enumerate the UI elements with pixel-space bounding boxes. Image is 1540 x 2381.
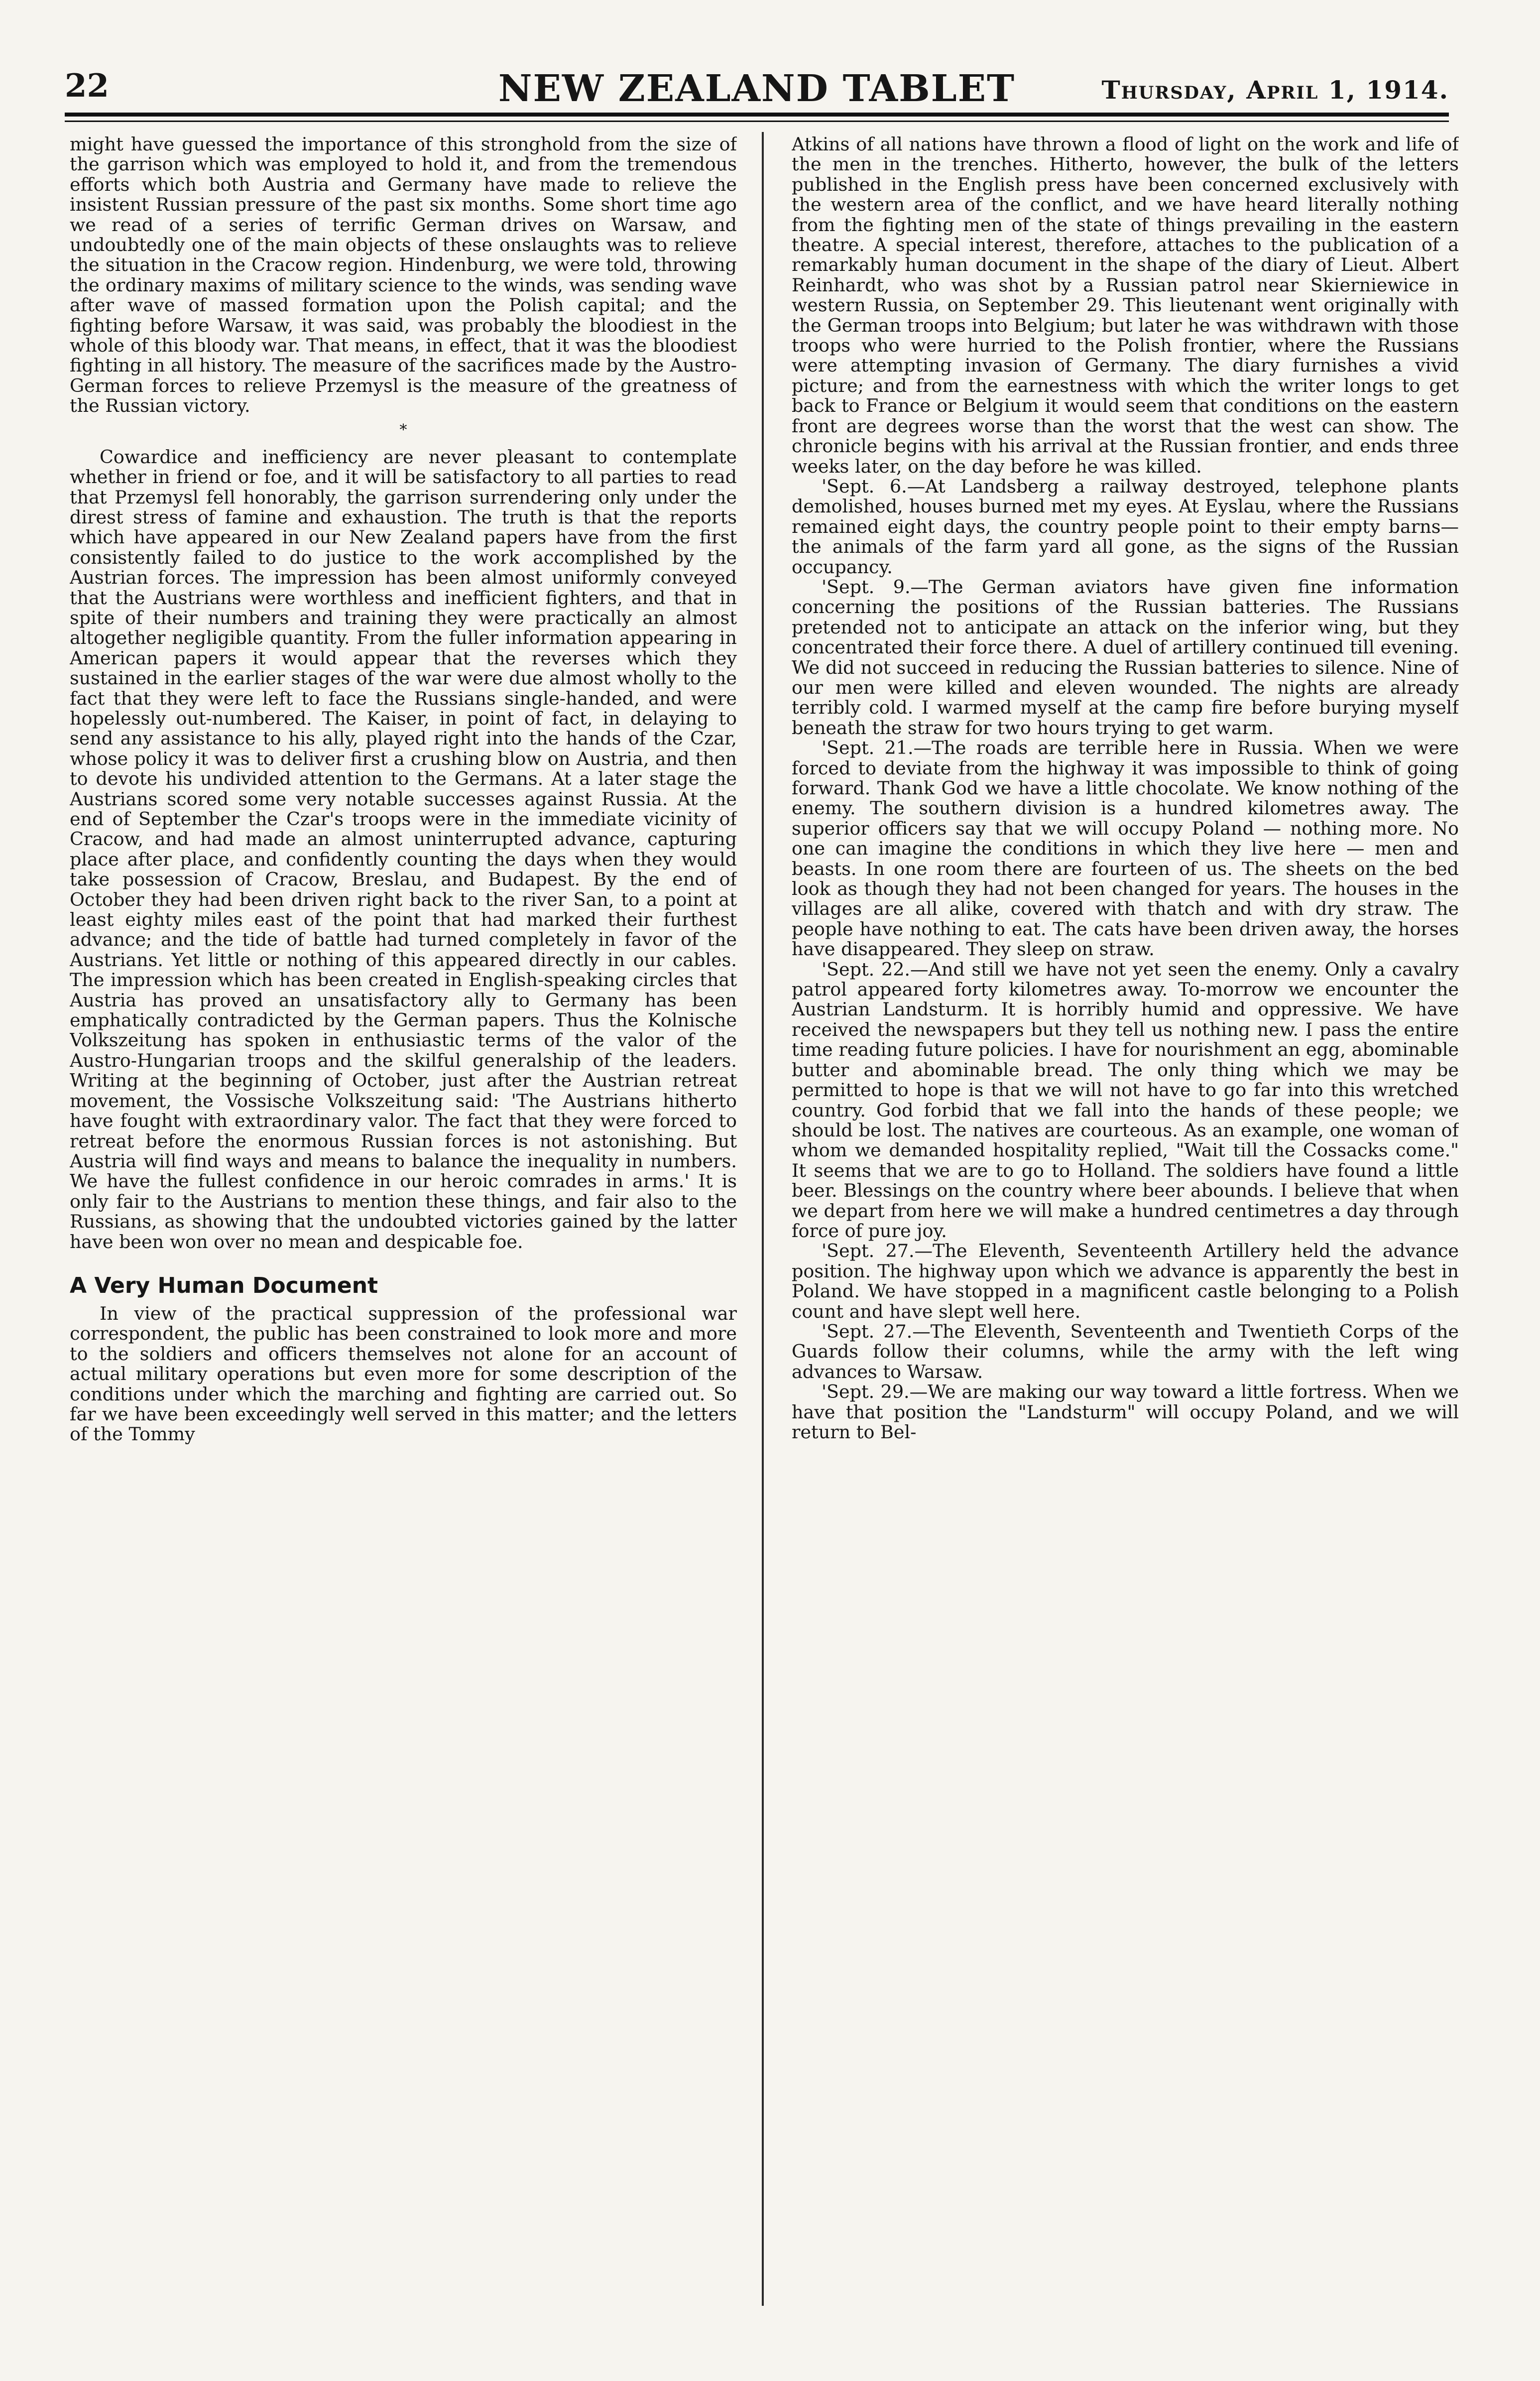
issue-date: Thursday, April 1, 1914. (1101, 75, 1449, 105)
diary-entry: 'Sept. 27.—The Eleventh, Seventeenth Artillery held the advance position. The highway upon which we advance is apparently the best in Poland. We have stopped in a magnificent castle belonging to a Polish count and have slept well here. (792, 1240, 1459, 1322)
column-divider (762, 132, 764, 2306)
diary-entry: 'Sept. 22.—And still we have not yet seen the enemy. Only a cavalry patrol appeared forty kilometres away. To-morrow we encounter the Austrian Landsturm. It is horribly humid and oppressive. We have received the newspapers but they tell us nothing new. I pass the entire time reading future policies. I have for nourishment an egg, abominable butter and abominable bread. The only thing which we may be permitted to hope is that we will not have to go far into this wretched country. God forbid that we fall into the hands of these people; we should be lost. The natives are courteous. As an example, one woman of whom we demanded hospitality replied, "Wait till the Cossacks come." It seems that we are to go to Holland. The soldiers have found a little beer. Blessings on the country where beer abounds. I believe that when we depart from here we will make a hundred centimetres a day through force of pure joy. (792, 958, 1459, 1242)
diary-entry: 'Sept. 9.—The German aviators have given fine information concerning the positions of the Russian batteries. The Russians pretended not to anticipate an attack on the inferior wing, but they concentrated their force there. A duel of artillery continued till evening. We did not succeed in reducing the Russian batteries to silence. Nine of our men were killed and eleven wounded. The nights are already terribly cold. I warmed myself at the camp fire before burying myself beneath the straw for two hours trying to get warm. (792, 576, 1459, 739)
section-separator: * (399, 421, 407, 439)
diary-entry: 'Sept. 6.—At Landsberg a railway destroyed, telephone plants demolished, houses burned met my eyes. At Eyslau, where the Russians remained eight days, the country people point to their empty barns—the animals of the farm yard all gone, as the signs of the Russian occupancy. (792, 475, 1459, 578)
paragraph: Atkins of all nations have thrown a flood of light on the work and life of the men in the trenches. Hitherto, however, the bulk of the letters published in the English press have been concerned exclusively with the western area of the conflict, and we have heard literally nothing from the fighting men of the state of things prevailing in the eastern theatre. A special interest, therefore, attaches to the publication of a remarkably human document in the shape of the diary of Lieut. Albert Reinhardt, who was shot by a Russian patrol near Skierniewice in western Russia, on September 29. This lieutenant went originally with the German troops into Belgium; but later he was withdrawn with those troops who were hurried to the Polish frontier, where the Russians were attempting invasion of Germany. The diary furnishes a vivid picture; and from the earnestness with which the writer longs to get back to France or Belgium it would seem that conditions on the eastern front are degrees worse than the worst that the west can show. The chronicle begins with his arrival at the Russian frontier, and ends three weeks later, on the day before he was killed. (792, 134, 1459, 477)
right-column (792, 134, 1459, 2306)
left-column (70, 134, 737, 2306)
header-rule-thick (65, 113, 1449, 117)
publication-title: NEW ZEALAND TABLET (498, 67, 1016, 110)
page-number: 22 (65, 67, 110, 105)
diary-entry: 'Sept. 29.—We are making our way toward a little fortress. When we have that position the "Landsturm" will occupy Poland, and we will return to Bel- (792, 1381, 1459, 1443)
paragraph: Cowardice and inefficiency are never pleasant to contemplate whether in friend or foe, and it will be satisfactory to all parties to read that Przemysl fell honorably, the garrison surrendering only under the direst stress of famine and exhaustion. The truth is that the reports which have appeared in our New Zealand papers have from the first consistently failed to do justice to the work accomplished by the Austrian forces. The impression has been almost uniformly conveyed that the Austrians were worthless and inefficient fighters, and that in spite of their numbers and training they were practically an almost altogether negligible quantity. From the fuller information appearing in American papers it would appear that the reverses which they sustained in the earlier stages of the war were due almost wholly to the fact that they were left to face the Russians single-handed, and were hopelessly out-numbered. The Kaiser, in point of fact, in delaying to send any assistance to his ally, played right into the hands of the Czar, whose policy it was to deliver first a crushing blow on Austria, and then to devote his undivided attention to the Germans. At a later stage the Austrians scored some very notable successes against Russia. At the end of September the Czar's troops were in the immediate vicinity of Cracow, and had made an almost uninterrupted advance, capturing place after place, and confidently counting the days when they would take possession of Cracow, Breslau, and Budapest. By the end of October they had been driven right back to the river San, to a point at least eighty miles east of the point that had marked their furthest advance; and the tide of battle had turned completely in favor of the Austrians. Yet little or nothing of this appeared directly in our cables. The impression which has been created in English-speaking circles that Austria has proved an unsatisfactory ally to Germany has been emphatically contradicted by the German papers. Thus the Kolnische Volkszeitung has spoken in enthusiastic terms of the valor of the Austro-Hungarian troops and the skilful generalship of the leaders. Writing at the beginning of October, just after the Austrian retreat movement, the Vossische Volkszeitung said: 'The Austrians hitherto have fought with extraordinary valor. The fact that they were forced to retreat before the enormous Russian forces is not astonishing. But Austria will find ways and means to balance the inequality in numbers. We have the fullest confidence in our heroic comrades in arms.' It is only fair to the Austrians to mention these things, and fair also to the Russians, as showing that the undoubted victories gained by the latter have been won over no mean and despicable foe. (70, 446, 737, 1253)
header-rule-thin (65, 121, 1449, 122)
subheading: A Very Human Document (70, 1272, 378, 1298)
paragraph: might have guessed the importance of this stronghold from the size of the garrison which was employed to hold it, and from the tremendous efforts which both Austria and Germany have made to relieve the insistent Russian pressure of the past six months. Some short time ago we read of a series of terrific German drives on Warsaw, and undoubtedly one of the main objects of these onslaughts was to relieve the situation in the Cracow region. Hindenburg, we were told, throwing the ordinary maxims of military science to the winds, was sending wave after wave of massed formation upon the Polish capital; and the fighting before Warsaw, it was said, was probably the bloodiest in the whole of this bloody war. That means, in effect, that it was the bloodiest fighting in all history. The measure of the sacrifices made by the Austro-German forces to relieve Przemysl is the measure of the greatness of the Russian victory. (70, 134, 737, 417)
diary-entry: 'Sept. 27.—The Eleventh, Seventeenth and Twentieth Corps of the Guards follow their columns, while the army with the left wing advances to Warsaw. (792, 1320, 1459, 1382)
diary-entry: 'Sept. 21.—The roads are terrible here in Russia. When we were forced to deviate from the highway it was impossible to think of going forward. Thank God we have a little chocolate. We know nothing of the enemy. The southern division is a hundred kilometres away. The superior officers say that we will occupy Poland — nothing more. No one can imagine the conditions in which they live here — men and beasts. In one room there are fourteen of us. The sheets on the bed look as though they had not been changed for years. The houses in the villages are all alike, covered with thatch and with dry straw. The people have nothing to eat. The cats have been driven away, the horses have disappeared. They sleep on straw. (792, 737, 1459, 960)
paragraph: In view of the practical suppression of the professional war correspondent, the public has been constrained to look more and more to the soldiers and officers themselves not alone for an account of actual military operations but even more for some description of the conditions under which the marching and fighting are carried out. So far we have been exceedingly well served in this matter; and the letters of the Tommy (70, 1302, 737, 1445)
